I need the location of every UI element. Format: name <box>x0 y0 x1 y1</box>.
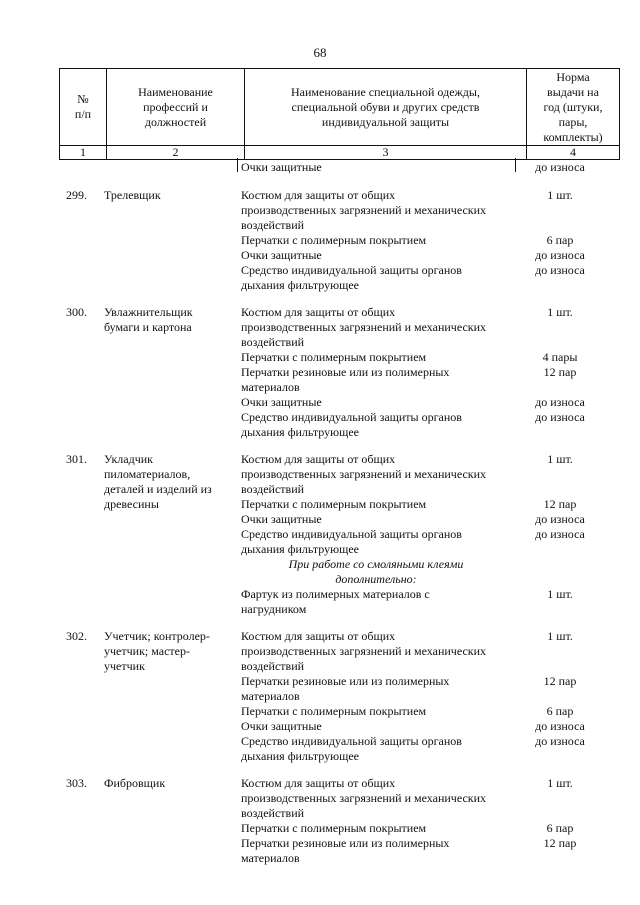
item-line: Очки защитные <box>241 395 322 409</box>
item-line: Перчатки резиновые или из полимерных <box>241 674 450 688</box>
header-line: пары, <box>558 114 588 129</box>
item-line: Перчатки с полимерным покрытием <box>241 350 427 364</box>
entry-number: 301. <box>66 452 87 466</box>
norm-value: 12 пар <box>543 836 577 850</box>
norm-value: до износа <box>535 734 585 748</box>
item-line: Очки защитные <box>241 160 322 174</box>
norm-value: 12 пар <box>543 365 577 379</box>
entry-number: 299. <box>66 188 87 202</box>
profession-line: учетчик; мастер- <box>104 644 190 658</box>
column-divider <box>515 158 516 172</box>
norm-value: 1 шт. <box>547 629 573 643</box>
item-line: материалов <box>241 689 300 703</box>
header-line: п/п <box>74 107 92 121</box>
header-line: индивидуальной защиты <box>321 114 450 129</box>
item-line: Средство индивидуальной защиты органов <box>241 410 462 424</box>
header-line: Наименование <box>138 84 213 99</box>
item-line: Перчатки резиновые или из полимерных <box>241 365 450 379</box>
item-line: Костюм для защиты от общих <box>241 188 396 202</box>
item-line: производственных загрязнений и механических <box>241 467 487 481</box>
item-line: Очки защитные <box>241 719 322 733</box>
norm-value: 1 шт. <box>547 776 573 790</box>
item-line: Костюм для защиты от общих <box>241 629 396 643</box>
page-number: 68 <box>313 45 327 60</box>
norm-value: до износа <box>535 512 585 526</box>
item-line: производственных загрязнений и механических <box>241 644 487 658</box>
profession-line: Фибровщик <box>104 776 166 790</box>
norm-value: 4 пары <box>542 350 578 364</box>
profession-line: Увлажнительщик <box>104 305 193 319</box>
note-line: При работе со смоляными клеями <box>288 557 464 571</box>
item-line: Перчатки с полимерным покрытием <box>241 704 427 718</box>
profession-line: деталей и изделий из <box>104 482 212 496</box>
header-line: выдачи на <box>547 84 599 99</box>
header-line: Норма <box>556 69 590 84</box>
item-line: Фартук из полимерных материалов с <box>241 587 430 601</box>
item-line: материалов <box>241 851 300 865</box>
item-line: производственных загрязнений и механических <box>241 320 487 334</box>
norm-value: до износа <box>535 263 585 277</box>
item-line: Очки защитные <box>241 248 322 262</box>
profession-line: Учетчик; контролер- <box>104 629 210 643</box>
norm-value: 12 пар <box>543 497 577 511</box>
column-number-2: 2 <box>107 146 245 160</box>
norm-value: 6 пар <box>546 233 574 247</box>
norm-value: до износа <box>535 719 585 733</box>
column-divider <box>237 158 238 172</box>
item-line: производственных загрязнений и механических <box>241 791 487 805</box>
header-line: комплекты) <box>543 129 603 144</box>
item-line: Перчатки резиновые или из полимерных <box>241 836 450 850</box>
norm-value: до износа <box>535 410 585 424</box>
item-line: Перчатки с полимерным покрытием <box>241 821 427 835</box>
item-line: Средство индивидуальной защиты органов <box>241 734 462 748</box>
item-line: Средство индивидуальной защиты органов <box>241 527 462 541</box>
item-line: материалов <box>241 380 300 394</box>
header-line: № <box>77 92 89 106</box>
norm-value: до износа <box>535 395 585 409</box>
item-line: производственных загрязнений и механических <box>241 203 487 217</box>
profession-line: бумаги и картона <box>104 320 192 334</box>
norm-value: 1 шт. <box>547 452 573 466</box>
header-line: профессий и <box>143 99 208 114</box>
header-line: специальной обуви и других средств <box>291 99 480 114</box>
profession-line: древесины <box>104 497 159 511</box>
item-line: воздействий <box>241 218 305 232</box>
norm-value: 12 пар <box>543 674 577 688</box>
entry-number: 302. <box>66 629 87 643</box>
norm-value: до износа <box>535 527 585 541</box>
norm-value: 6 пар <box>546 704 574 718</box>
item-line: дыхания фильтрующее <box>241 749 359 763</box>
item-line: Костюм для защиты от общих <box>241 452 396 466</box>
note-line: дополнительно: <box>335 572 417 586</box>
profession-line: Трелевщик <box>104 188 161 202</box>
header-line: Наименование специальной одежды, <box>291 84 480 99</box>
norm-value: до износа <box>535 248 585 262</box>
item-line: Костюм для защиты от общих <box>241 305 396 319</box>
header-line: должностей <box>144 114 207 129</box>
profession-line: учетчик <box>104 659 145 673</box>
column-number-1: 1 <box>60 146 107 160</box>
norm-value: 6 пар <box>546 821 574 835</box>
norm-value: 1 шт. <box>547 587 573 601</box>
item-line: воздействий <box>241 335 305 349</box>
item-line: дыхания фильтрующее <box>241 278 359 292</box>
item-line: дыхания фильтрующее <box>241 425 359 439</box>
norm-value: 1 шт. <box>547 305 573 319</box>
profession-line: пиломатериалов, <box>104 467 191 481</box>
item-line: воздействий <box>241 659 305 673</box>
item-line: Средство индивидуальной защиты органов <box>241 263 462 277</box>
item-line: Перчатки с полимерным покрытием <box>241 233 427 247</box>
column-number-3: 3 <box>245 146 527 160</box>
item-line: Очки защитные <box>241 512 322 526</box>
item-line: дыхания фильтрующее <box>241 542 359 556</box>
item-line: Костюм для защиты от общих <box>241 776 396 790</box>
entry-number: 300. <box>66 305 87 319</box>
item-line: воздействий <box>241 806 305 820</box>
profession-line: Укладчик <box>104 452 153 466</box>
norm-value: до износа <box>535 160 585 174</box>
norm-value: 1 шт. <box>547 188 573 202</box>
entry-number: 303. <box>66 776 87 790</box>
item-line: нагрудником <box>241 602 307 616</box>
column-number-4: 4 <box>527 146 620 160</box>
header-line: год (штуки, <box>543 99 603 114</box>
item-line: Перчатки с полимерным покрытием <box>241 497 427 511</box>
item-line: воздействий <box>241 482 305 496</box>
